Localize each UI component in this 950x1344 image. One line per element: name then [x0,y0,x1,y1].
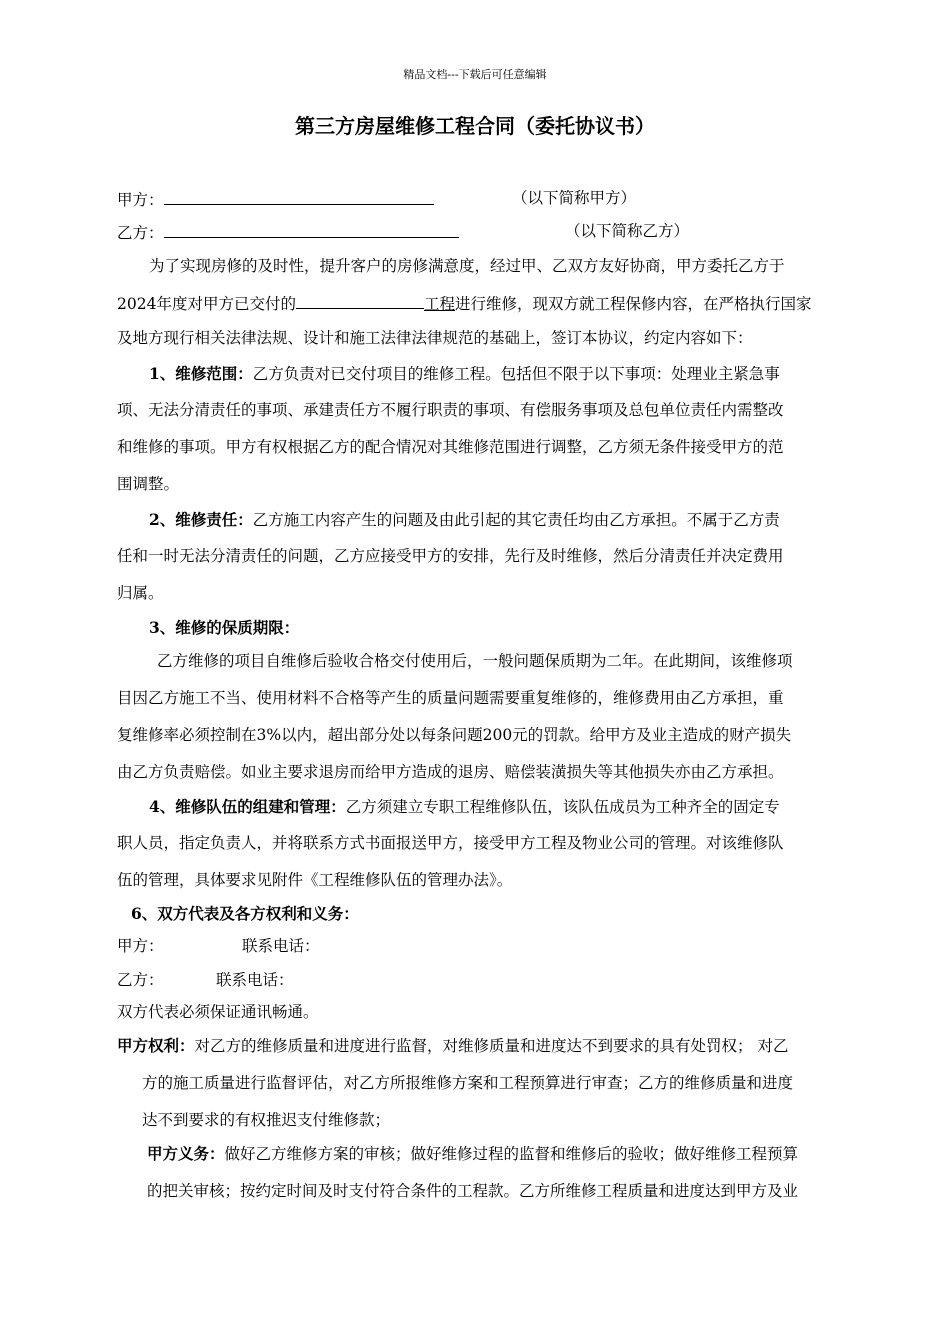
party-b-blank[interactable] [164,221,459,238]
rights-a-line-3: 达不到要求的有权推迟支付维修款； [142,1111,391,1129]
duties-a-heading: 甲方义务： [147,1144,225,1163]
section-1-line-1 [149,364,780,384]
party-a-suffix: （以下简称甲方） [512,189,637,207]
rights-a-line-1 [117,1036,788,1056]
rep-note: 双方代表必须保证通讯畅通。 [117,1003,319,1021]
rep-b-phone: 联系电话： [216,971,294,989]
section-4-text-1: 乙方须建立专职工程维修队伍，该队伍成员为工种齐全的固定专 [345,798,780,816]
party-a-label: 甲方： [117,191,164,209]
party-b-line [117,221,459,243]
section-3-line-4: 由乙方负责赔偿。如业主要求退房而给甲方造成的退房、赔偿装潢损失等其他损失亦由乙方承担。 [117,763,784,781]
section-4-heading: 4、维修队伍的组建和管理： [149,797,346,816]
section-1-line-3: 和维修的事项。甲方有权根据乙方的配合情况对其维修范围进行调整，乙方须无条件接受甲方的范 [117,438,784,456]
rep-a-phone: 联系电话： [242,937,320,955]
party-b-suffix: （以下简称乙方） [565,222,690,240]
rep-b-label: 乙方： [117,971,164,989]
rights-a-line-2: 方的施工质量进行监督评估，对乙方所报维修方案和工程预算进行审查；乙方的维修质量和进度 [142,1074,794,1092]
intro-line-1: 为了实现房修的及时性，提升客户的房修满意度，经过甲、乙双方友好协商，甲方委托乙方于 [149,257,785,275]
rights-a-text-1: 对乙方的维修质量和进度进行监督，对维修质量和进度达不到要求的具有处罚权； 对乙 [194,1037,789,1055]
section-2-line-2: 任和一时无法分清责任的问题，乙方应接受甲方的安排，先行及时维修，然后分清责任并决定费用 [117,547,784,565]
section-3-heading: 3、维修的保质期限： [149,618,300,637]
section-4-line-1 [149,797,780,817]
duties-a-line-1 [147,1144,798,1164]
party-a-blank[interactable] [164,188,434,205]
project-name-blank[interactable] [296,292,424,309]
section-2-heading: 2、维修责任： [149,510,253,529]
intro-project-word: 工程 [423,295,455,313]
duties-a-line-2: 的把关审核；按约定时间及时支付符合条件的工程款。乙方所维修工程质量和进度达到甲方及业 [147,1182,799,1200]
section-1-line-2: 项、无法分清责任的事项、承建责任方不履行职责的事项、有偿服务事项及总包单位责任内需整改 [117,401,784,419]
duties-a-text-1: 做好乙方维修方案的审核；做好维修过程的监督和维修后的验收；做好维修工程预算 [224,1145,799,1163]
party-b-label: 乙方： [117,224,164,242]
section-1-heading: 1、维修范围： [149,364,253,383]
document-title: 第三方房屋维修工程合同（委托协议书） [295,114,655,138]
rep-a-label: 甲方： [117,937,164,955]
section-1-line-4: 围调整。 [117,475,180,493]
party-a-line [117,188,434,210]
section-3-line-2: 目因乙方施工不当、使用材料不合格等产生的质量问题需要重复维修的，维修费用由乙方承担，重 [117,689,784,707]
section-3-line-1: 乙方维修的项目自维修后验收合格交付使用后，一般问题保质期为二年。在此期间，该维修项 [157,652,793,670]
intro-line-3: 及地方现行相关法律法规、设计和施工法律法律规范的基础上，签订本协议，约定内容如下： [117,329,753,347]
section-6-heading: 6、双方代表及各方权利和义务： [131,904,359,923]
section-1-text-1: 乙方负责对已交付项目的维修工程。包括但不限于以下事项：处理业主紧急事 [252,365,780,383]
section-3-line-3: 复维修率必须控制在3%以内，超出部分处以每条问题200元的罚款。给甲方及业主造成的财产损失 [117,726,792,744]
section-2-text-1: 乙方施工内容产生的问题及由此引起的其它责任均由乙方承担。不属于乙方责 [252,511,780,529]
header-note: 精品文档---下载后可任意编辑 [403,68,547,81]
intro-year-text: 2024年度对甲方已交付的 [117,295,296,313]
rights-a-heading: 甲方权利： [117,1036,195,1055]
section-4-line-3: 伍的管理，具体要求见附件《工程维修队伍的管理办法》。 [117,871,513,889]
section-4-line-2: 职人员，指定负责人，并将联系方式书面报送甲方，接受甲方工程及物业公司的管理。对该维修队 [117,834,784,852]
section-2-line-3: 归属。 [117,584,164,602]
intro-line-2 [117,292,811,314]
intro-line-2-rest: 进行维修，现双方就工程保修内容，在严格执行国家 [454,295,812,313]
section-2-line-1 [149,510,780,530]
